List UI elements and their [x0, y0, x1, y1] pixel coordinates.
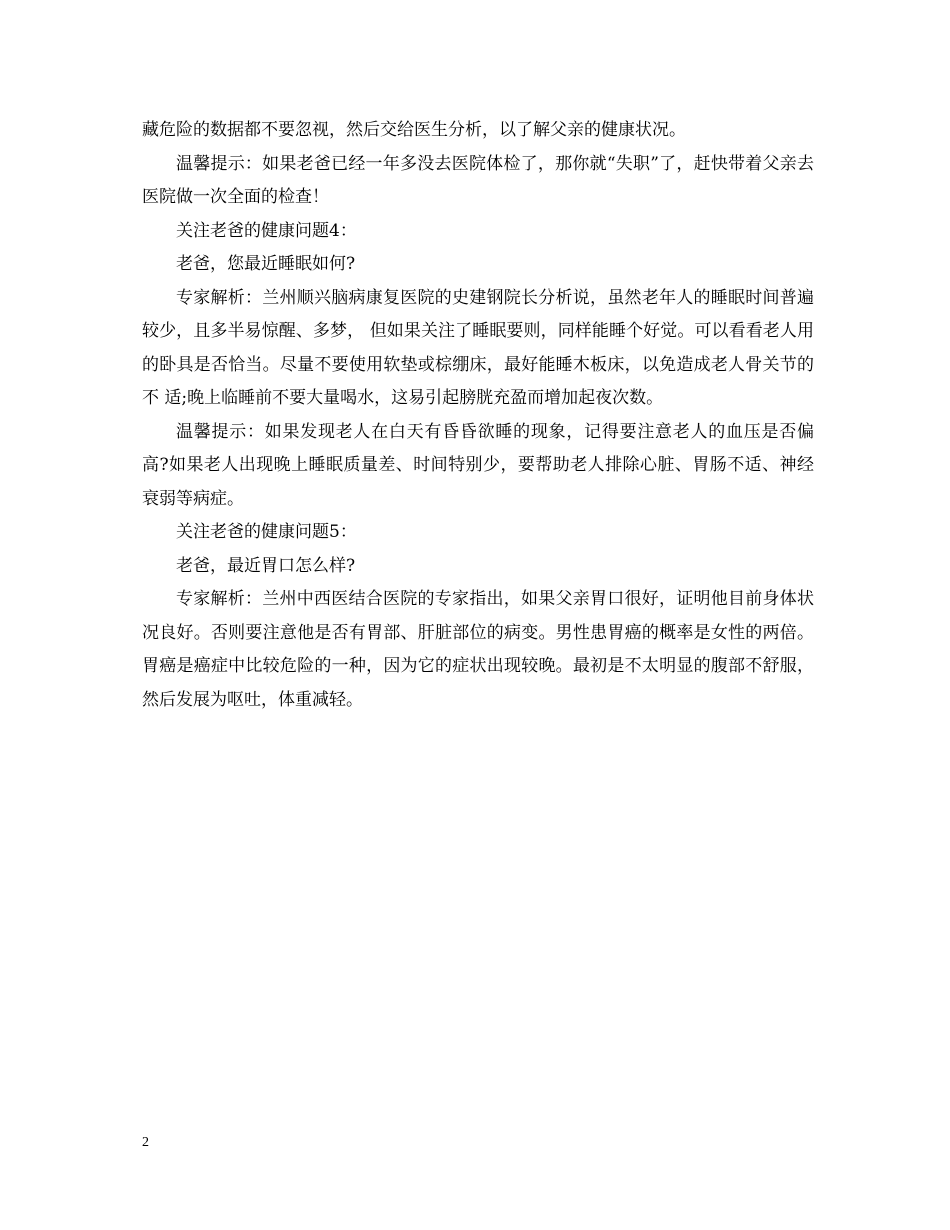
document-body: [142, 114, 814, 717]
paragraph-expert-sleep: 专家解析：兰州顺兴脑病康复医院的史建钢院长分析说，虽然老年人的睡眠时间普遍较少，且多半易惊醒、多梦， 但如果关注了睡眠要则，同样能睡个好觉。可以看看老人用的卧具是否恰当。尽量不要使用软垫或棕绷床，最好能睡木板床，以免造成老人骨关节的不 适;晚上临睡前不要大量喝水，这易引起膀胱充盈而增加起夜次数。: [142, 287, 814, 408]
paragraph-continuation: 藏危险的数据都不要忽视，然后交给医生分析，以了解父亲的健康状况。: [142, 120, 686, 140]
question-appetite: 老爸，最近胃口怎么样?: [176, 555, 356, 576]
paragraph-tip-sleep: 温馨提示：如果发现老人在白天有昏昏欲睡的现象，记得要注意老人的血压是否偏高?如果老人出现晚上睡眠质量差、时间特别少，要帮助老人排除心脏、胃肠不适、神经衰弱等病症。: [142, 421, 814, 509]
page-number: 2: [142, 1135, 149, 1150]
section-heading-5: 关注老爸的健康问题5：: [176, 522, 357, 542]
question-sleep: 老爸，您最近睡眠如何?: [176, 254, 356, 274]
paragraph-expert-appetite: 专家解析：兰州中西医结合医院的专家指出，如果父亲胃口很好，证明他目前身体状况良好。否则要注意他是否有胃部、肝脏部位的病变。男性患胃癌的概率是女性的两倍。胃癌是癌症中比较危险的一种，因为它的症状出现较晚。最初是不太明显的腹部不舒服，然后发展为呕吐，体重减轻。: [142, 589, 814, 710]
paragraph-tip-checkup: 温馨提示：如果老爸已经一年多没去医院体检了，那你就“失职”了，赶快带着父亲去医院做一次全面的检查！: [142, 153, 814, 207]
section-heading-4: 关注老爸的健康问题4：: [176, 220, 357, 241]
